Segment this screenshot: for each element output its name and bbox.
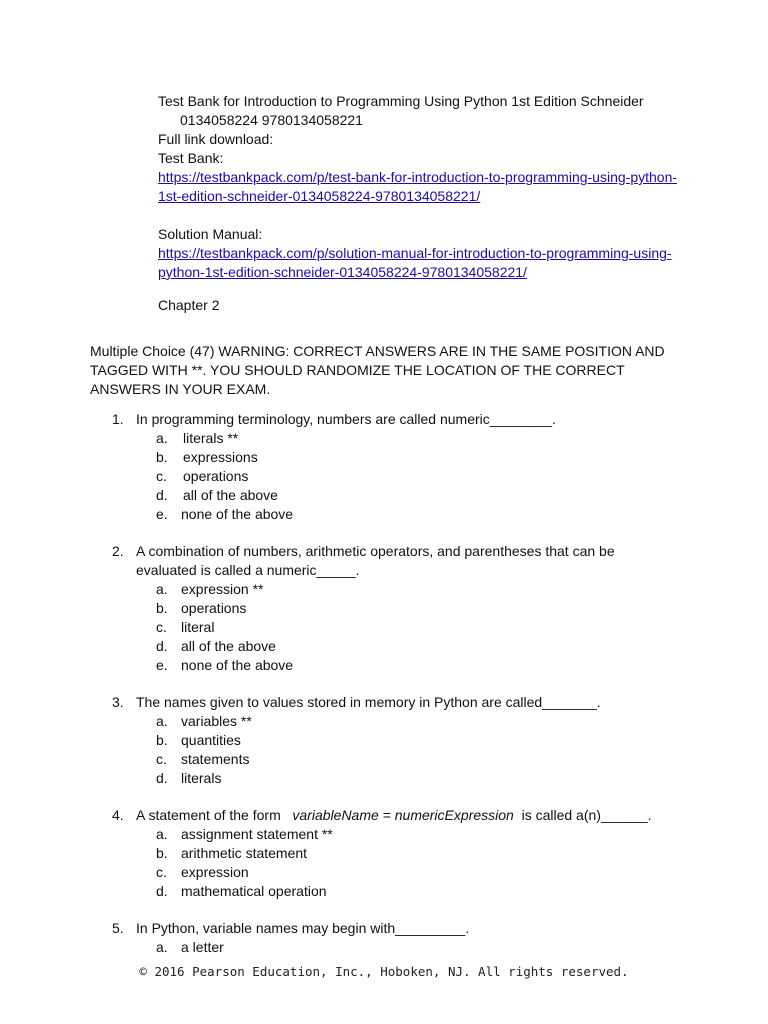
answer-option <box>156 844 710 863</box>
answer-option <box>156 637 710 656</box>
answer-option <box>156 882 710 901</box>
option-letter: d. <box>156 770 168 786</box>
document-header <box>158 92 718 282</box>
answer-option <box>156 712 710 731</box>
option-letter: a. <box>156 581 168 597</box>
solution-manual-link-line-1[interactable]: https://testbankpack.com/p/solution-manual-for-introduction-to-programming-using- <box>158 245 672 261</box>
option-letter: a. <box>156 713 168 729</box>
question-1 <box>90 410 710 524</box>
question-number: 4. <box>112 807 124 823</box>
test-bank-link-line-1[interactable]: https://testbankpack.com/p/test-bank-for-introduction-to-programming-using-python- <box>158 169 678 185</box>
option-text: variables ** <box>181 713 252 729</box>
title-line-1: Test Bank for Introduction to Programming Using Python 1st Edition Schneider <box>158 93 644 109</box>
option-text: statements <box>181 751 250 767</box>
intro-line-2: TAGGED WITH **. YOU SHOULD RANDOMIZE THE LOCATION OF THE CORRECT <box>90 362 625 378</box>
option-letter: c. <box>156 619 167 635</box>
answer-options <box>90 429 710 524</box>
option-text: mathematical operation <box>181 883 327 899</box>
question-text-line-1: A combination of numbers, arithmetic operators, and parentheses that can be <box>136 543 615 559</box>
option-text: expressions <box>183 449 258 465</box>
question-2 <box>90 542 710 675</box>
intro-line-1: Multiple Choice (47) WARNING: CORRECT ANSWERS ARE IN THE SAME POSITION AND <box>90 343 665 359</box>
question-text-suffix: is called a(n)______. <box>521 807 652 823</box>
question-text: In Python, variable names may begin with_________. <box>136 920 470 936</box>
question-number: 2. <box>112 543 124 559</box>
option-letter: e. <box>156 506 168 522</box>
option-letter: d. <box>156 638 168 654</box>
option-text: operations <box>181 600 247 616</box>
answer-option <box>156 467 710 486</box>
option-text: operations <box>183 468 249 484</box>
option-letter: c. <box>156 864 167 880</box>
option-letter: b. <box>156 732 168 748</box>
option-text: all of the above <box>181 638 276 654</box>
question-text-formula: variableName = numericExpression <box>292 807 514 823</box>
answer-option <box>156 656 710 675</box>
option-text: literal <box>181 619 215 635</box>
question-number: 5. <box>112 920 124 936</box>
question-text-prefix: A statement of the form <box>136 807 281 823</box>
answer-option <box>156 505 710 524</box>
test-bank-link-line-2[interactable]: 1st-edition-schneider-0134058224-9780134058221/ <box>158 188 481 204</box>
question-3 <box>90 693 710 788</box>
option-letter: a. <box>156 430 168 446</box>
question-text <box>136 542 710 580</box>
answer-option <box>156 599 710 618</box>
answer-options <box>90 712 710 788</box>
question-text: The names given to values stored in memory in Python are called_______. <box>136 694 601 710</box>
intro-line-3: ANSWERS IN YOUR EXAM. <box>90 381 271 397</box>
option-text: arithmetic statement <box>181 845 308 861</box>
option-text: expression ** <box>181 581 264 597</box>
option-text: none of the above <box>181 657 294 673</box>
question-text <box>136 806 710 825</box>
answer-option <box>156 750 710 769</box>
answer-option <box>156 580 710 599</box>
option-letter: d. <box>156 487 168 503</box>
question-text-line-2: evaluated is called a numeric_____. <box>136 562 360 578</box>
solution-manual-label: Solution Manual: <box>158 226 263 242</box>
option-text: all of the above <box>183 487 278 503</box>
answer-option <box>156 448 710 467</box>
option-text: literals <box>181 770 222 786</box>
option-letter: d. <box>156 883 168 899</box>
option-text: literals ** <box>183 430 239 446</box>
question-text: In programming terminology, numbers are called numeric________. <box>136 411 556 427</box>
option-text: quantities <box>181 732 241 748</box>
title-line-2: 0134058224 9780134058221 <box>180 112 363 128</box>
option-letter: a. <box>156 826 168 842</box>
option-letter: b. <box>156 449 168 465</box>
option-text: assignment statement ** <box>181 826 333 842</box>
test-bank-label: Test Bank: <box>158 150 224 166</box>
question-number: 1. <box>112 411 124 427</box>
option-letter: c. <box>156 751 167 767</box>
question-number: 3. <box>112 694 124 710</box>
option-letter: e. <box>156 657 168 673</box>
answer-option <box>156 938 710 957</box>
option-letter: c. <box>156 468 167 484</box>
answer-option <box>156 769 710 788</box>
option-text: expression <box>181 864 249 880</box>
question-list <box>90 410 710 975</box>
answer-option <box>156 825 710 844</box>
question-4 <box>90 806 710 901</box>
answer-option <box>156 863 710 882</box>
answer-option <box>156 731 710 750</box>
answer-option <box>156 429 710 448</box>
option-letter: a. <box>156 939 168 955</box>
answer-options <box>90 825 710 901</box>
answer-options <box>90 580 710 675</box>
multiple-choice-intro <box>90 342 690 399</box>
option-letter: b. <box>156 600 168 616</box>
chapter-heading: Chapter 2 <box>158 297 220 313</box>
solution-manual-link-line-2[interactable]: python-1st-edition-schneider-0134058224-9780134058221/ <box>158 264 527 280</box>
question-5 <box>90 919 710 957</box>
answer-options <box>90 938 710 957</box>
answer-option <box>156 618 710 637</box>
option-text: none of the above <box>181 506 294 522</box>
option-letter: b. <box>156 845 168 861</box>
option-text: a letter <box>181 939 224 955</box>
full-link-label: Full link download: <box>158 131 274 147</box>
copyright-footer: © 2016 Pearson Education, Inc., Hoboken, NJ. All rights reserved. <box>139 964 629 979</box>
answer-option <box>156 486 710 505</box>
